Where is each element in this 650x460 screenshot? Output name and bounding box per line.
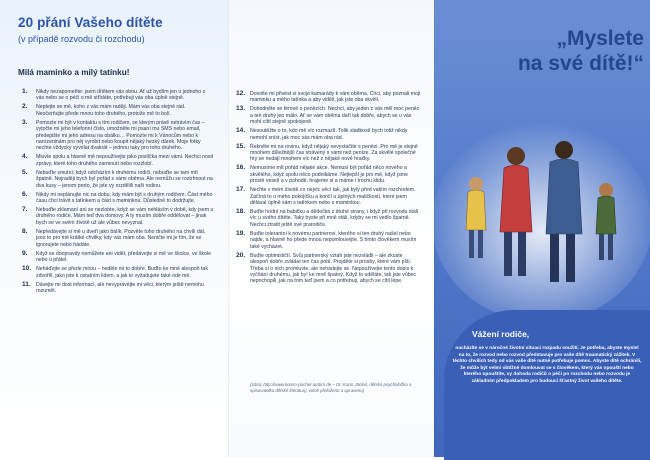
wish-number: 17. [236,186,246,194]
wish-text: Pomozte mi být v kontaktu s tím rodičem, se kterým právě netrávím čas – vytočte mi jeho telefonní číslo, umožněte mi psaní mu SMS nebo email, předepište mi jeho adresu na obálku… Pomozte mi k Vánocům nebo k narozeninám pro něj vyrobit nebo koupit nějaký hezký dárek. Moje fotky nechte vždycky vyvolat dvakrát – jednou taky pro toho druhého. [36,119,205,152]
wish-number: 1. [22,88,28,95]
slogan-line: na své dítě!“ [517,52,644,75]
wish-item [236,186,422,207]
wish-item [236,142,422,163]
wish-number: 19. [236,229,246,237]
wish-text: Nechte v mém životě co nejvíc věcí tak, jak byly před vaším rozchodem. Začíná to u mého pokojíčku a končí u úplných maličkostí, které jsem dělával úplně sám s tatínkem nebo s maminkou. [250,187,416,207]
wish-text: Neptejte se mě, koho z vás mám raději. Mám vás oba stejně rád. Neočerňujte přede mnou toho druhého, protože mě to bolí. [36,104,186,117]
wish-item [22,153,214,167]
wish-list-left [22,88,214,297]
wish-number: 15. [236,142,246,150]
wish-item [22,103,214,117]
wish-text: Buďte tolerantní k novému partnerovi, kterého si ten druhý našel nebo najde, a hlavně ho přede mnou nepomlouvejte. S tímto člověkem musím také vycházet. [250,230,417,250]
wish-text: Nemusíme mít pořád nějaké akce. Nemusí být pořád něco nového a skvělého, když spolu něco podnikáme. Nejlepší je pro mě, když jsme prostě veselí a v pohodě, hrajeme si a máme i trochu klidu. [250,165,409,185]
wish-number: 12. [236,90,246,97]
wish-text: Když se doopravdy nemůžete ani vidět, předávejte si mě ve školce, ve škole nebo u přátel. [36,250,212,264]
source-note: (zdroj: http://www.komm-pochel-autorn.de – Dr. Karin Jäckel, dětská psycholožka a spisovatelka dětské literatury, volně přeloženo a upraveno) [250,382,412,393]
wish-number: 18. [236,208,246,216]
wish-number: 20. [236,251,246,259]
wish-number: 7. [22,206,28,214]
wish-text: Nebuďte smutní, když odcházím k druhému rodiči, nebuďte se tam mít špatně. Nejraději bych byl pořád s vámi oběma. Ale nemůžu se roztrhnout na dva kusy – jenom proto, že jste vy rozdělili naši rodinu. [36,169,213,189]
wish-number: 6. [22,190,28,198]
wish-item [236,251,422,285]
wish-item [236,105,422,126]
wish-text: Nepředávejte si mě u dveří jako balík. Pozvěte toho druhého na chvíli dál, jsou to pro mě krátké chvilky, kdy vás mám oba. Neničte mi je tím, že se ignorujete nebo hádáte. [36,228,206,248]
wish-item [22,168,214,189]
wish-number: 10. [22,265,32,273]
wish-item [22,206,214,226]
wish-number: 8. [22,227,28,235]
wish-text: Dovolte mi přivést si svoje kamarády k vám oběma. Chci, aby poznali moji maminku a mého tatínka a aby viděli, jak jste oba skvělí. [250,91,421,104]
wish-number: 5. [22,168,28,176]
wish-text: Mluvte spolu a hlavně mě nepoužívejte jako poslíčka mezi vámi. Nechci nosit zprávy, které toho druhého zarmoutí nebo rozzlobí. [36,154,214,167]
wish-text: Neháďejte se přede mnou – neděle mi to dobře. Buďte ke mně alespoň tak zdvořilí, jako jste k ostatním lidem, a jak to vyžadujete také ode mě. [36,266,208,279]
wish-item [236,208,422,228]
wish-item [22,280,214,295]
wish-number: 2. [22,103,28,111]
parents-note-text: nacházíte se v náročné životní situaci rozpadu soužití. Je potřeba, abyste myslel na to, že rozvod nebo rozvod představuje pro vaše dítě traumatický zážitek. V těchto chvílích tedy od vás vaše dítě nutně potřebuje pomoc. Abyste dítě ochránili, že může být velmi obtížné domlouvat se s člověkem, který vás opouští nebo kterého opouštíte, vy dohoda rodičů o péči po rozchodu nebo rozvodu je základním předpokladem pro budoucí šťastný život vašeho dítěte. [452,346,642,384]
wish-list-middle [236,90,422,287]
wish-text: Nebuďte zklamaní ani se nezlobte, když se vám nehlásím v době, kdy jsem u druhého rodiče. Mám teď dva domovy. A ty musím dobře oddělovat – jinak bych se ve svém životě už ale vůbec nevyznal. [36,207,214,226]
wish-text: Dohodněte se férově o penězích. Nechci, aby jeden z vás měl moc peněz a ten druhý jen málo. Ať se vám oběma daří tak dobře, abych se u vás mohl cítit stejně spokojeně. [250,106,420,126]
wish-number: 16. [236,164,246,172]
wish-item [236,164,422,185]
wish-number: 4. [22,153,28,161]
wish-number: 13. [236,105,246,113]
wish-item [22,190,214,205]
wish-text: Buďte optimističtí. Svůj partnerský vztah jste nezvládli – ale zkuste alespoň dobře zvládat ten čas poté. Projděte si prosby, které vám píši. Třeba si o nich promluvte, ale nehádejte se. Nepoužívejte tento dopis k vyčítání druhému, jak by! ke mně špatný. Když to uděláte, tak jste vůbec nepochopili, jak na tom teď jsem a co potřebuji, abych se cítil lépe. [250,252,417,285]
wish-text: Dávejte mi dost informací, ale nevyprávějte mi věci, kterým ještě nemohu rozumět. [36,281,204,294]
wish-item [236,127,422,141]
family-illustration [434,112,650,322]
wish-text: Nikdy nezapomeňte: jsem dítětem vás obou. Ať už bydlím jen u jednoho z vás nebo se o péči o mě střídáte, potřebuji vás oba úplně stejně. [36,89,206,102]
leaflet-subtitle: (v případě rozvodu či rozchodu) [18,34,145,44]
wish-number: 14. [236,127,246,135]
greeting: Milá maminko a milý tatínku! [18,68,130,77]
wish-item [22,227,214,248]
wish-number: 11. [22,280,31,288]
wish-text: Nikdy mi neplánujte nic na dobu, kdy mám být s druhým rodičem. Část mého času chci trávit s tatínkem a část s maminkou. Důsledně to dodržujte. [36,191,213,205]
parents-note-title: Vážení rodiče, [472,329,530,339]
wish-text: Buďte hodní na babičku a dědečka z druhé strany, i když při rozvodu stáli víc u svého dítěte. Taky byste při mně stáli, kdyby se mi vedlo špatně. Nechci ztratit ještě své prarodiče. [250,209,419,228]
slogan-heading [448,26,644,76]
wish-text: Nesoutěžte o to, kdo mě víc rozmazlí. Tolik sladkostí bych totiž nikdy nemohl sníst, jak moc vás mám oba rád. [250,128,408,141]
wish-number: 3. [22,118,28,126]
fold-line [228,0,229,457]
wish-item [236,229,422,250]
wish-item [22,118,214,152]
wish-number: 9. [22,249,28,257]
slogan-line: „Myslete [556,27,644,50]
wish-item [236,90,422,104]
leaflet-title: 20 přání Vašeho dítěte [18,15,163,30]
wish-item [22,265,214,279]
wish-item [22,88,214,102]
wish-item [22,249,214,264]
wish-text: Řekněte mi na rovinu, když nějaký nevystačíte s penězi. Pro mě je stejně mnohem důležitější čas strávený s vámi než peníze. Za skvělé společné hry se nedají mnohem víc než z nějaké nové hračky. [250,143,418,163]
